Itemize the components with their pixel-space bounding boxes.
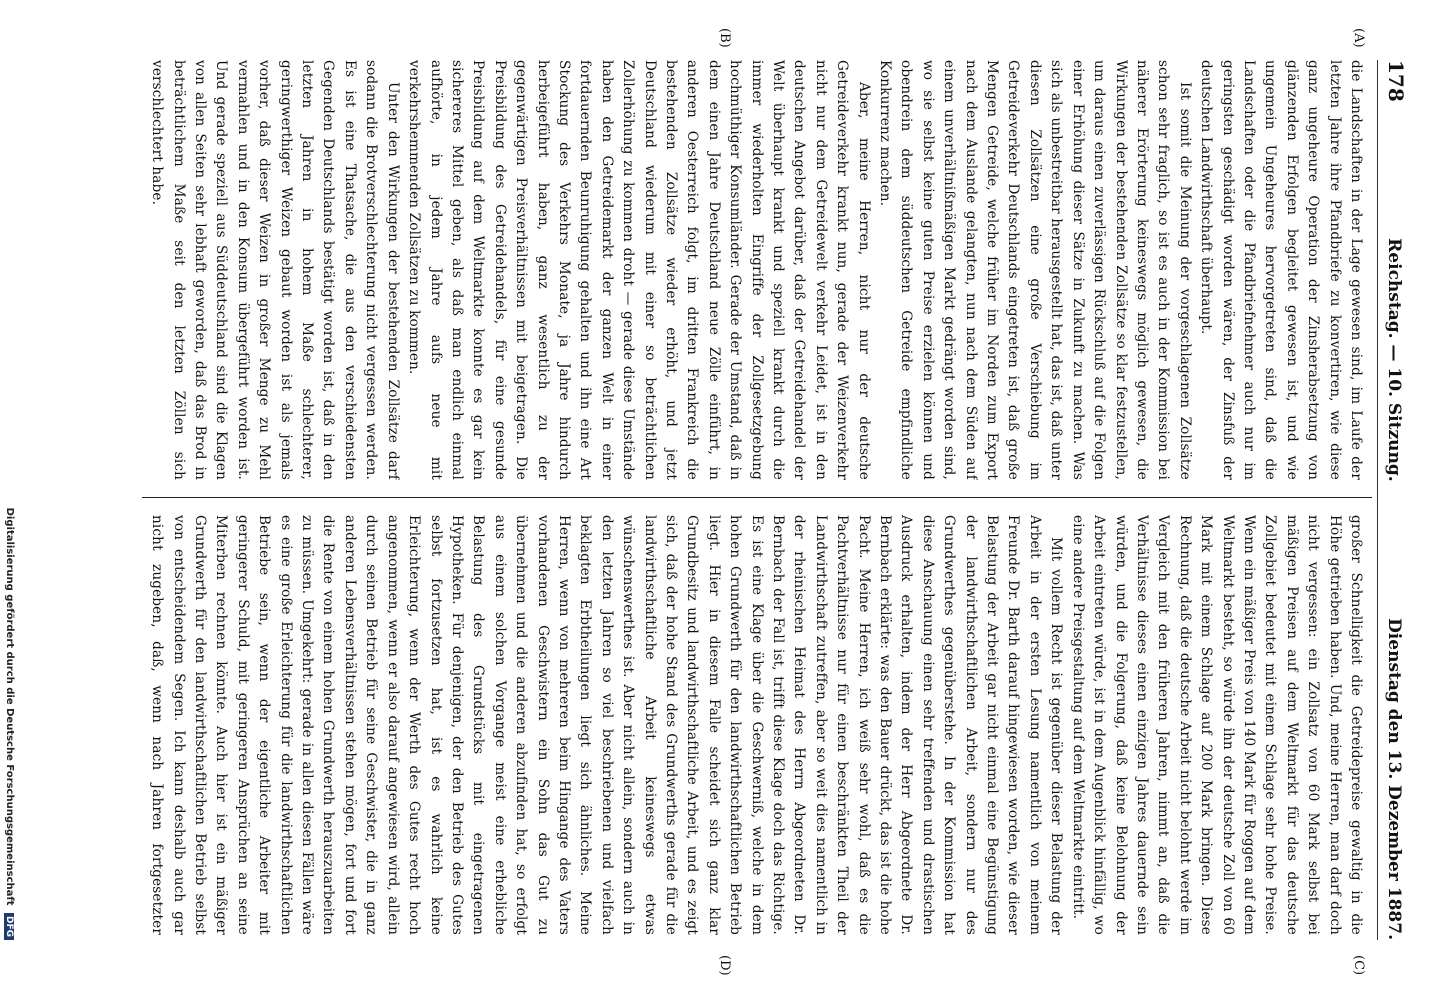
paragraph: Mit vollem Recht ist gegenüber dieser Belastung der Arbeit in der ersten Lesung namentlich von meinem Freunde Dr. Barth darauf hingewiesen worden, wie dieser Belastung der Arbeit gar nicht einmal eine Begünstigung der landwirthschaftlichen Arbeit, sondern nur des Grundwerthes gegenüberstehe. In der Kommission hat diese Anschauung einen sehr treffenden und drastischen Ausdruck erhalten, indem der Herr Abgeordnete Dr. Bernbach erklärte: was den Bauer drückt, das ist die hohe Pacht. Meine Herren, ich weiß sehr wohl, daß es die Pachtverhältnisse nur für einen beschränkten Theil der Landwirthschaft zutreffen, aber so weit dies namentlich in der rheinischen Heimat des Herrn Abgeordneten Dr. Bernbach der Fall ist, trifft diese Klage doch das Richtige. Es ist eine Klage über die Geschwerniß, welche in dem hohen Grundwerth für den landwirthschaftlichen Betrieb liegt. Hier in diesem Falle scheidet sich ganz klar Grundbesitz und landwirthschaftliche Arbeit, und es zeigt sich, daß der hohe Stand des Grundwerths gerade für die landwirthschaftliche Arbeit keineswegs etwas wünschenswerthes ist. Aber nicht allein, sondern auch in den letzten Jahren so viel beschriebenen und vielfach beklagten Erbtheilungen liegt sich ähnliches. Meine Herren, wenn von mehreren beim Hingange des Vaters vorhandenen Geschwistern ein Sohn das Gut zu übernehmen und die anderen abzufinden hat, so erfolgt aus einem solchen Vorgange meist eine erhebliche Belastung des Grundstücks mit eingetragenen Hypotheken. Für denjenigen, der den Betrieb des Gutes selbst fortzusetzen hat, ist es wahrlich keine Erleichterung, wenn der Werth des Gutes recht hoch angenommen, wenn er also darauf angewiesen wird, allein durch seinen Betrieb für seine Geschwister, die in ganz anderen Lebensverhältnissen stehen mögen, fort und fort die Rente von einem hohen Grundwerth herauszuarbeiten zu müssen. Umgekehrt: gerade in allen diesen Fällen wäre es eine große Erleichterung für die landwirthschaftlichen Betriebe sein, wenn der eigentliche Arbeiter mit geringerer Schuld, mit geringeren Ansprüchen an seine Miterben rechnen könnte. Auch hier ist ein mäßiger Grundwerth für den landwirthschaftlichen Betrieb selbst von entscheidendem Segen. Ich kann deshalb auch gar nicht zugeben, daß, wenn nach Jahren fortgesetzter bbox=[149, 515, 1065, 935]
credit-text: Digitalisierung gefördert durch die Deutsche Forschungsgemeinschaft bbox=[4, 507, 15, 906]
left-text-column bbox=[146, 60, 1366, 480]
right-text-column bbox=[146, 515, 1366, 935]
digitization-credit bbox=[4, 60, 15, 940]
dfg-logo: DFG bbox=[4, 913, 14, 940]
margin-marker-a: (A) bbox=[1351, 28, 1366, 48]
paragraph: Aber, meine Herren, nicht nur der deutsche Getreideverkehr krankt nun, gerade der Weizenverkehr nicht nur dem Getreidewelt verkehr Leidet, ist in den deutschen Angebot darüber, daß der Getreidehandel der Welt überhaupt krankt und speziell krankt durch die immer wiederholten Eingriffe der Zollgesetzgebung hochmüthiger Konsumländer. Gerade der Umstand, daß in dem einen Jahre Deutschland neue Zölle einführt, in anderen Oesterreich folgt, im dritten Frankreich die bestehenden Zollsätze wieder erhöht, und jetzt Deutschland wiederum mit einer so beträchtlichen Zollerhöhung zu kommen droht — gerade diese Umstände haben den Getreidemarkt der ganzen Welt in einer fortdauernden Beunruhigung gehalten und ihn eine Art Stockung des Verkehrs Monate, ja Jahre hindurch herbeigeführt haben, ganz wesentlich zu der gegenwärtigen Preisverhältnissen mit beigetragen. Die Preisbildung des Getreidehandels, für eine gesunde Preisbildung auf dem Weltmarkte konnte es gar kein sichereres Mittel geben, als daß man endlich einmal aufhörte, in jedem Jahre aufs neue mit verkehrshemmenden Zollsätzen zu kommen. bbox=[406, 60, 872, 480]
running-header bbox=[1377, 60, 1408, 940]
paragraph: die Landschaften in der Lage gewesen sind, im Laufe der letzten Jahre ihre Pfandbriefe zu konvertiren, wie diese ganz ungeheure Operation der Zinsherabsetzung von glänzenden Erfolgen begleitet gewesen ist, und wie ungemein Ungeheures hervorgetreten sind, daß die Landschaften oder die Pfandbriefnehmer auch nur im geringsten geschädigt worden wären, der Zinsfuß der deutschen Landwirthschaft überhaupt. bbox=[1198, 60, 1364, 480]
paragraph: Ist somit die Meinung der vorgeschlagenen Zollsätze schon sehr fraglich, so ist es auch in der Kommission bei näherer Erörterung keineswegs möglich gewesen, die Wirkungen der bestehenden Zollsätze so klar festzustellen, um daraus einen zuverlässigen Rückschluß auf die Folgen einer Erhöhung dieser Sätze in Zukunft zu machen. Was sich als unbestreitbar herausgestellt hat, das ist, daß unter diesen Zollsätzen eine große Verschiebung im Getreideverkehr Deutschlands eingetreten ist, daß große Mengen Getreide, welche früher im Norden zum Export nach dem Auslande gelangten, nun nach dem Süden auf einem unverhältnißmäßigen Markt gedrängt worden sind, wo sie selbst keine guten Preise erzielen können und obendrein dem süddeutschen Getreide empfindliche Konkurrenz machen. bbox=[877, 60, 1193, 480]
margin-marker-c: (C) bbox=[1351, 955, 1366, 976]
margin-marker-b: (B) bbox=[717, 28, 732, 48]
paragraph: großer Schnelligkeit die Getreidepreise gewaltig in die Höhe getrieben haben. Und, meine Herren, man darf doch nicht vergessen: ein Zollsatz von 60 Mark selbst bei mäßigen Preisen auf dem Weltmarkt für das deutsche Zollgebiet bedeutet mit einem Schlage sehr hohe Preise. Wenn ein mäßiger Preis von 140 Mark für Roggen auf dem Weltmarkt besteht, so würde ihn der deutsche Zoll von 60 Mark mit einem Schlage auf 200 Mark bringen. Diese Rechnung, daß die deutsche Arbeit nicht belohnt werde im Vergleich mit den früheren Jahren, nimmt an, daß die Verhältnisse dieses einen einzigen Jahres dauernde sein würden, und die Folgerung, daß keine Belohnung der Arbeit eintreten würde, ist in dem Augenblick hinfällig, wo eine andere Preisgestaltung auf dem Weltmarkte eintritt. bbox=[1069, 515, 1364, 935]
session-date: Dienstag den 13. Dezember 1887. bbox=[1384, 618, 1404, 940]
session-title: Reichstag. — 10. Sitzung. bbox=[1384, 238, 1404, 482]
page-number: 178 bbox=[1384, 60, 1408, 102]
column-divider bbox=[142, 497, 1372, 498]
paragraph: Unter den Wirkungen der bestehenden Zollsätze darf sodann die Brotverschlechterung nicht vergessen werden. Es ist eine Thatsache, die aus den verschiedensten Gegenden Deutschlands bestätigt worden ist, daß in den letzten Jahren in hohem Maße schlechterer, geringwerthiger Weizen gebaut worden ist als jemals vorher, daß dieser Weizen in großer Menge zu Mehl vermahlen und in den Konsum übergeführt worden ist. Und gerade speziell aus Süddeutschland sind die Klagen von allen Seiten sehr lebhaft geworden, daß das Brod in beträchtlichem Maße seit den letzten Zöllen sich verschlechtert habe. bbox=[149, 60, 401, 480]
margin-marker-d: (D) bbox=[717, 955, 732, 976]
